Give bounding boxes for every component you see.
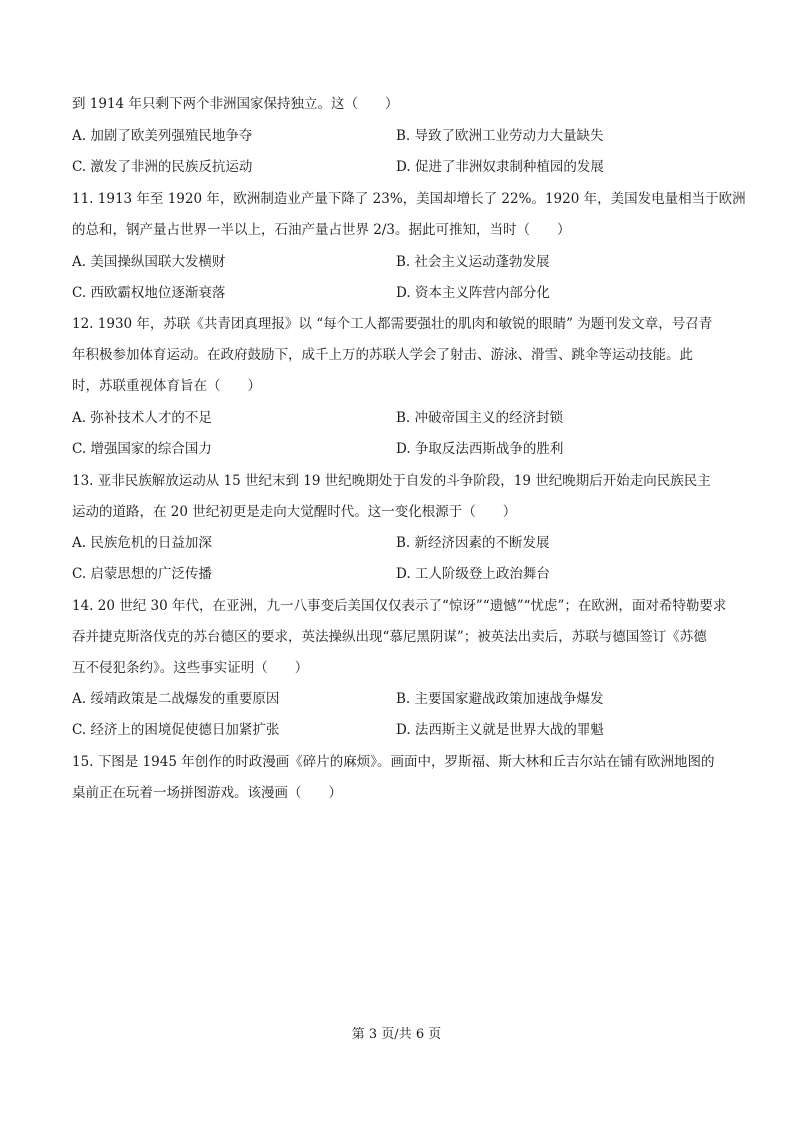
- q11-stem-line-1: 11. 1913 年至 1920 年，欧洲制造业产量下降了 23%，美国却增长了 22%。1920 年，美国发电量相当于欧洲: [72, 191, 746, 207]
- q10-option-d: D. 促进了非洲奴隶制种植园的发展: [396, 159, 604, 175]
- q10-option-a: A. 加剧了欧美列强殖民地争夺: [72, 128, 253, 144]
- q13-option-d: D. 工人阶级登上政治舞台: [396, 566, 550, 582]
- q13-option-c: C. 启蒙思想的广泛传播: [72, 566, 212, 582]
- q11-option-c: C. 西欧霸权地位逐渐衰落: [72, 285, 226, 301]
- q14-option-b: B. 主要国家避战政策加速战争爆发: [396, 691, 604, 707]
- q14-options-row-2: [72, 720, 732, 740]
- q12-stem-line-2: 年积极参加体育运动。在政府鼓励下，成千上万的苏联人学会了射击、游泳、滑雪、跳伞等运动技能。此: [72, 347, 693, 363]
- q10-option-b: B. 导致了欧洲工业劳动力大量缺失: [396, 128, 604, 144]
- q11-option-a: A. 美国操纵国联大发横财: [72, 254, 226, 270]
- q13-option-b: B. 新经济因素的不断发展: [396, 535, 550, 551]
- q10-stem-tail: 到 1914 年只剩下两个非洲国家保持独立。这（ ）: [72, 96, 399, 112]
- q10-options-row-1: [72, 126, 732, 146]
- q12-option-d: D. 争取反法西斯战争的胜利: [396, 441, 564, 457]
- q11-option-b: B. 社会主义运动蓬勃发展: [396, 254, 550, 270]
- q11-option-d: D. 资本主义阵营内部分化: [396, 285, 550, 301]
- page-number-footer: 第 3 页/共 6 页: [351, 1027, 442, 1042]
- q14-option-a: A. 绥靖政策是二战爆发的重要原因: [72, 691, 280, 707]
- q15-stem-line-2: 桌前正在玩着一场拼图游戏。该漫画（ ）: [72, 785, 342, 801]
- q14-options-row-1: [72, 689, 732, 709]
- q13-options-row-2: [72, 564, 732, 584]
- q12-stem-line-1: 12. 1930 年，苏联《共青团真理报》以 “每个工人都需要强壮的肌肉和敏锐的眼睛” 为题刊发文章，号召青: [72, 316, 713, 332]
- q13-stem-line-1: 13. 亚非民族解放运动从 15 世纪末到 19 世纪晚期处于自发的斗争阶段，19 世纪晚期后开始走向民族民主: [72, 473, 711, 489]
- q13-stem-line-2: 运动的道路，在 20 世纪初更是走向大觉醒时代。这一变化根源于（ ）: [72, 504, 517, 520]
- q14-option-d: D. 法西斯主义就是世界大战的罪魁: [396, 722, 604, 738]
- q14-option-c: C. 经济上的困境促使德日加紧扩张: [72, 722, 280, 738]
- q14-stem-line-1: 14. 20 世纪 30 年代，在亚洲，九一八事变后美国仅仅表示了“惊讶”“遗憾”“忧虑”；在欧洲，面对希特勒要求: [72, 598, 727, 614]
- q11-stem-line-2: 的总和，钢产量占世界一半以上，石油产量占世界 2/3。据此可推知，当时（ ）: [72, 222, 571, 238]
- q10-options-row-2: [72, 157, 732, 177]
- q11-options-row-2: [72, 283, 732, 303]
- q14-stem-line-3: 互不侵犯条约》。这些事实证明（ ）: [72, 660, 309, 676]
- q12-options-row-2: [72, 439, 732, 459]
- q12-option-a: A. 弥补技术人才的不足: [72, 410, 212, 426]
- q12-stem-line-3: 时，苏联重视体育旨在（ ）: [72, 378, 261, 394]
- q13-options-row-1: [72, 533, 732, 553]
- q11-options-row-1: [72, 252, 732, 272]
- q12-option-c: C. 增强国家的综合国力: [72, 441, 212, 457]
- q14-stem-line-2: 吞并捷克斯洛伐克的苏台德区的要求，英法操纵出现“慕尼黑阴谋”；被英法出卖后，苏联与德国签订《苏德: [72, 629, 707, 645]
- q13-option-a: A. 民族危机的日益加深: [72, 535, 212, 551]
- q12-option-b: B. 冲破帝国主义的经济封锁: [396, 410, 564, 426]
- q12-options-row-1: [72, 408, 732, 428]
- q15-stem-line-1: 15. 下图是 1945 年创作的时政漫画《碎片的麻烦》。画面中，罗斯福、斯大林和丘吉尔站在铺有欧洲地图的: [72, 754, 715, 770]
- q10-option-c: C. 激发了非洲的民族反抗运动: [72, 159, 253, 175]
